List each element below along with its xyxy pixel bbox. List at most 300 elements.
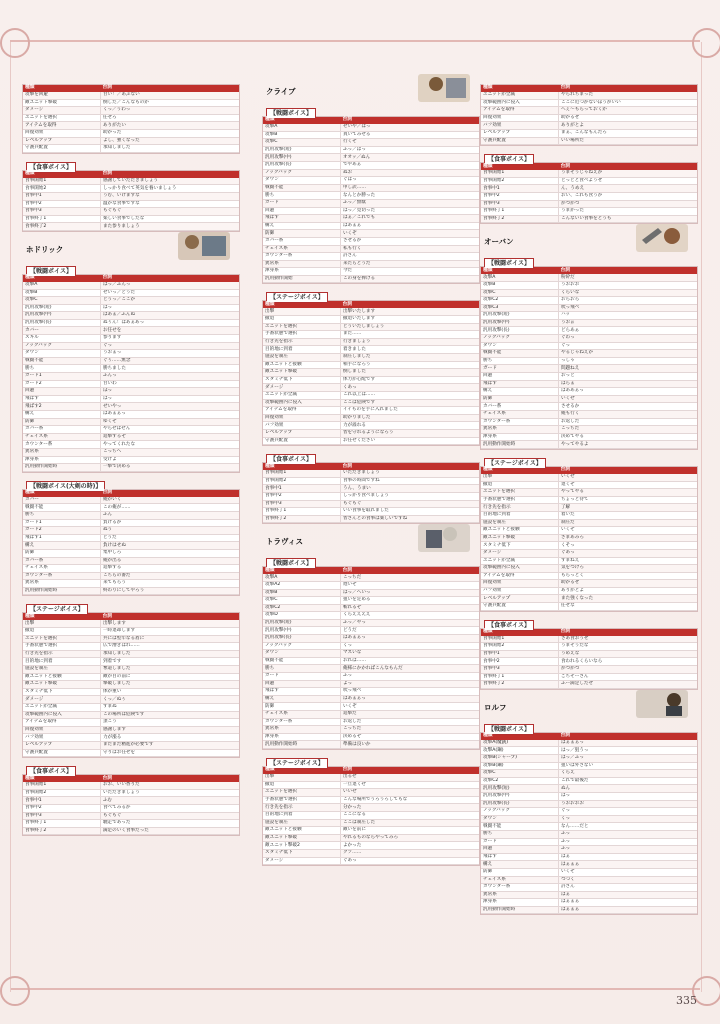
- table-row: [263, 177, 479, 185]
- voice-type-cell: 敵ユニットと接触: [263, 827, 340, 835]
- voice-line-cell: 決めるぞ: [340, 733, 479, 741]
- voice-line-cell: 一旦退くぜ: [340, 781, 479, 789]
- table-row: [481, 274, 697, 281]
- voice-type-cell: ガード: [263, 199, 340, 207]
- voice-line-cell: この場所は危険です: [100, 711, 239, 719]
- voice-type-cell: 攻撃B: [263, 589, 340, 597]
- voice-type-cell: 守護兵配置: [23, 749, 100, 757]
- table-row: [263, 819, 479, 827]
- voice-line-cell: 撃破しました: [100, 681, 239, 689]
- voice-line-cell: いくぜ: [558, 395, 697, 403]
- voice-line-cell: つづく: [558, 876, 697, 884]
- voice-type-cell: 異常系: [263, 726, 340, 734]
- voice-type-cell: 食事中1: [481, 650, 558, 658]
- voice-type-cell: 攻撃A: [481, 274, 558, 281]
- voice-line-cell: うめえな: [558, 650, 697, 658]
- table-row: [23, 433, 239, 441]
- table-row: [263, 429, 479, 437]
- voice-type-cell: 汎用攻撃(長): [263, 635, 340, 643]
- voice-line-cell: はっ: [100, 304, 239, 312]
- table-row: [263, 308, 479, 315]
- voice-line-cell: 承知しました: [100, 145, 239, 153]
- voice-line-cell: 制圧だ: [558, 519, 697, 527]
- table-row: [23, 403, 239, 411]
- voice-line-cell: うむ、いけますな: [100, 192, 239, 200]
- voice-line-cell: 行くぞ: [340, 139, 479, 147]
- table-row: [481, 281, 697, 289]
- voice-line-cell: 出撃します: [100, 620, 239, 627]
- voice-line-cell: ふっ／無駄: [340, 199, 479, 207]
- voice-type-cell: 汎用攻撃(長): [481, 800, 558, 808]
- table-row: [481, 192, 697, 200]
- table-row: [263, 422, 479, 430]
- table-row: [23, 572, 239, 580]
- voice-type-cell: 汎用攻撃(長): [481, 327, 558, 335]
- voice-line-cell: イイものを手に入れました: [340, 407, 479, 415]
- table-row: [481, 830, 697, 838]
- voice-line-cell: やってやる: [558, 489, 697, 497]
- voice-line-cell: やってくれたな: [100, 441, 239, 449]
- voice-type-cell: バフ効果: [23, 734, 100, 742]
- page-number: 335: [676, 994, 697, 1007]
- voice-line-cell: おい、これも食うか: [558, 192, 697, 200]
- voice-line-cell: 粉砕だ: [558, 274, 697, 281]
- voice-line-cell: くそっ: [558, 542, 697, 550]
- table-row: [23, 137, 239, 145]
- voice-type-cell: 食事開始1: [23, 782, 100, 789]
- voice-line-cell: 食事の時間ですね: [340, 477, 479, 485]
- voice-type-cell: 守護兵配置: [23, 145, 100, 153]
- voice-type-cell: 汎用攻撃(短): [481, 312, 558, 320]
- voice-line-cell: もぐもぐ: [340, 500, 479, 508]
- voice-type-cell: ユニットが全滅: [481, 557, 558, 565]
- table-row: [263, 437, 479, 445]
- table-row: [481, 426, 697, 434]
- table-row: [481, 489, 697, 497]
- voice-type-cell: 防御: [263, 230, 340, 238]
- voice-type-cell: 攻撃A: [263, 574, 340, 581]
- voice-type-cell: 守護兵配置: [481, 137, 558, 145]
- voice-line-cell: 問題ねえ: [558, 365, 697, 373]
- table-row: [481, 418, 697, 426]
- voice-line-cell: こっちだ: [558, 426, 697, 434]
- voice-line-cell: はっ: [100, 395, 239, 403]
- table: [263, 301, 479, 445]
- table-row: [23, 114, 239, 122]
- voice-line-cell: 一撃で決める: [100, 464, 239, 472]
- voice-type-cell: 撤退: [263, 316, 340, 324]
- table-row: [263, 688, 479, 696]
- voice-line-cell: とうっ／ここか: [100, 297, 239, 305]
- voice-type-cell: 渾身系: [23, 456, 100, 464]
- voice-line-cell: 感謝していただきましょう: [100, 178, 239, 185]
- voice-line-cell: おっと: [558, 373, 697, 381]
- voice-type-cell: 汎用攻撃(短): [23, 304, 100, 312]
- column-header-line: 台詞: [558, 467, 697, 474]
- character-portrait-icon: [416, 70, 472, 104]
- voice-line-cell: いただきましょう: [100, 789, 239, 797]
- voice-line-cell: くっ／うわっ: [100, 107, 239, 115]
- voice-line-cell: 許さん: [340, 253, 479, 261]
- voice-type-cell: 目的地に到着: [481, 511, 558, 519]
- table-row: [23, 650, 239, 658]
- character-name-oban: オーバン: [484, 234, 698, 250]
- voice-type-cell: 施設を制圧: [263, 354, 340, 362]
- voice-type-cell: 構え: [481, 861, 558, 869]
- table-row: [481, 587, 697, 595]
- voice-line-cell: 皆さんとの食事は楽しいですね: [340, 515, 479, 523]
- voice-type-cell: 回復効果: [23, 726, 100, 734]
- voice-line-cell: どらあぁ: [558, 327, 697, 335]
- table: [263, 567, 479, 749]
- voice-type-cell: 渾身系: [481, 433, 558, 441]
- voice-type-cell: 汎用攻撃(中): [481, 792, 558, 800]
- table-row: [481, 114, 697, 122]
- voice-line-cell: 食べてみるか: [100, 804, 239, 812]
- voice-type-cell: 行き先を指示: [23, 650, 100, 658]
- table-row: [481, 327, 697, 335]
- table-row: [263, 376, 479, 384]
- voice-line-cell: ありがとよ: [558, 587, 697, 595]
- table-row: [481, 99, 697, 107]
- table-row: [23, 185, 239, 193]
- voice-type-cell: 異常系: [481, 891, 558, 899]
- voice-line-cell: ふっ: [558, 830, 697, 838]
- table-row: [481, 572, 697, 580]
- table-row: [263, 169, 479, 177]
- column-2: [262, 84, 480, 869]
- table-row: [481, 297, 697, 305]
- table-row: [263, 492, 479, 500]
- voice-type-cell: 汎用動作開始: [263, 275, 340, 283]
- voice-type-cell: 出撃: [263, 774, 340, 781]
- table-row: [263, 275, 479, 283]
- table: [481, 267, 697, 449]
- voice-type-cell: チェイス系: [23, 433, 100, 441]
- column-header-line: 台詞: [100, 775, 239, 782]
- voice-line-cell: ぐはっ: [340, 177, 479, 185]
- voice-type-cell: ガード2: [23, 527, 100, 535]
- voice-line-cell: はっ／狙うっ: [558, 747, 697, 755]
- voice-line-cell: はぁ: [558, 891, 697, 899]
- column-header-type: 種類: [481, 85, 558, 92]
- table-row: [23, 350, 239, 358]
- voice-type-cell: 防御: [23, 549, 100, 557]
- table-row: [481, 770, 697, 778]
- voice-line-cell: 一時退却します: [100, 628, 239, 636]
- voice-line-cell: 食われるくらいなら: [558, 658, 697, 666]
- voice-line-cell: ぐあっ: [558, 549, 697, 557]
- voice-line-cell: ふっ: [558, 838, 697, 846]
- voice-line-cell: ふむ: [100, 797, 239, 805]
- table-row: [481, 823, 697, 831]
- table-row: [481, 441, 697, 449]
- voice-type-cell: 防御: [263, 703, 340, 711]
- table-row: [23, 357, 239, 365]
- voice-type-cell: ノックバック: [263, 642, 340, 650]
- voice-line-cell: 温かな食事ですな: [100, 200, 239, 208]
- voice-type-cell: 渾身系: [481, 899, 558, 907]
- voice-type-cell: ユニットを選択: [23, 635, 100, 643]
- voice-type-cell: ノックバック: [263, 169, 340, 177]
- table-row: [23, 789, 239, 797]
- voice-line-cell: 広で漕ぎはれ……: [100, 643, 239, 651]
- voice-type-cell: ノックバック: [481, 335, 558, 343]
- voice-type-cell: チェイス系: [481, 876, 558, 884]
- table-row: [263, 604, 479, 612]
- voice-type-cell: 攻撃A(鋼): [481, 747, 558, 755]
- table-row: [481, 846, 697, 854]
- table-row: [263, 215, 479, 223]
- table-row: [23, 726, 239, 734]
- table-row: [481, 481, 697, 489]
- table-row: [23, 504, 239, 512]
- voice-line-cell: 馳走であった: [100, 820, 239, 828]
- column-header-line: 台詞: [558, 267, 697, 274]
- table-row: [23, 511, 239, 519]
- section-header: 【戦闘ボイス】: [266, 108, 316, 119]
- section-header: 【戦闘ボイス(大剣の時)】: [26, 481, 105, 492]
- table-row: [23, 304, 239, 312]
- table-row: [481, 899, 697, 907]
- voice-type-cell: 勝ち: [263, 665, 340, 673]
- voice-type-cell: 行き先を指示: [263, 804, 340, 812]
- voice-type-cell: 撤退: [263, 781, 340, 789]
- voice-line-cell: はぁ／これでも: [340, 215, 479, 223]
- table-row: [263, 222, 479, 230]
- voice-type-cell: 攻撃B(シャープ): [481, 755, 558, 763]
- voice-line-cell: 出るぜ: [340, 774, 479, 781]
- voice-type-cell: 食事終了2: [263, 515, 340, 523]
- voice-type-cell: 攻撃B: [263, 131, 340, 139]
- voice-line-cell: 助かるぜ: [558, 114, 697, 122]
- voice-line-cell: マズいな: [340, 650, 479, 658]
- voice-line-cell: ぐあっ: [340, 857, 479, 865]
- voice-type-cell: 敵ユニット撃破: [481, 534, 558, 542]
- voice-type-cell: 食事終了1: [263, 508, 340, 516]
- table-row: [481, 474, 697, 481]
- voice-type-cell: 施設を制圧: [263, 819, 340, 827]
- section-header: 【ステージボイス】: [266, 292, 328, 303]
- voice-line-cell: 奪還しました: [100, 666, 239, 674]
- voice-type-cell: 食事中1: [23, 797, 100, 805]
- voice-type-cell: 回避: [481, 846, 558, 854]
- table-row: [263, 361, 479, 369]
- voice-line-cell: へぇ～もらっておくか: [558, 107, 697, 115]
- table-row: [263, 718, 479, 726]
- voice-type-cell: 施設を制圧: [23, 666, 100, 674]
- table-row: [263, 500, 479, 508]
- voice-type-cell: 食事終了1: [481, 673, 558, 681]
- table-row: [23, 696, 239, 704]
- voice-type-cell: 敵ユニットと接触: [263, 361, 340, 369]
- voice-type-cell: 敵ユニット撃破: [263, 369, 340, 377]
- voice-line-cell: ぬう: [100, 527, 239, 535]
- voice-line-cell: よし、強くなった: [100, 137, 239, 145]
- voice-line-cell: ありがたい: [100, 122, 239, 130]
- voice-type-cell: 食事終了1: [23, 215, 100, 223]
- table-row: [263, 470, 479, 477]
- voice-type-cell: ガード1: [23, 373, 100, 381]
- column-header-type: 種類: [23, 275, 100, 282]
- column-header-line: 台詞: [100, 85, 239, 92]
- table-row: [263, 131, 479, 139]
- voice-line-cell: 俺様にかかればこんなもんだ: [340, 665, 479, 673]
- voice-type-cell: 回避: [481, 373, 558, 381]
- voice-type-cell: 構え: [263, 222, 340, 230]
- section-header: 【ステージボイス】: [484, 458, 546, 469]
- voice-line-cell: はあぁぁっ: [340, 635, 479, 643]
- table-row: [263, 192, 479, 200]
- voice-line-cell: ごちそーさん: [558, 673, 697, 681]
- voice-type-cell: 食事中3: [23, 208, 100, 216]
- section-header: 【食事ボイス】: [266, 454, 316, 465]
- character-name-clive: クライブ: [266, 84, 480, 100]
- table: [23, 775, 239, 835]
- voice-type-cell: スタミナ低下: [481, 542, 558, 550]
- voice-type-cell: 目的地に到着: [263, 811, 340, 819]
- voice-line-cell: ふっ／はっ: [340, 146, 479, 154]
- voice-line-cell: とっとと食べようぜ: [558, 177, 697, 185]
- table-row: [23, 620, 239, 627]
- voice-line-cell: 狙いは外さない: [558, 762, 697, 770]
- voice-line-cell: 吹っ飛べ: [340, 688, 479, 696]
- table-row: [23, 411, 239, 419]
- voice-line-cell: いただきましょう: [340, 470, 479, 477]
- table-row: [263, 154, 479, 162]
- voice-line-cell: 着いた: [558, 511, 697, 519]
- column-header-type: 種類: [263, 767, 340, 774]
- table-row: [263, 642, 479, 650]
- voice-line-cell: しっかり食べましょう: [340, 492, 479, 500]
- table-row: [23, 327, 239, 335]
- voice-type-cell: 攻撃C3: [481, 304, 558, 312]
- voice-line-cell: これで最後だ: [558, 777, 697, 785]
- corner-ornament-icon: [0, 976, 30, 1006]
- voice-type-cell: 出撃: [23, 620, 100, 627]
- voice-line-cell: すまぬ: [100, 704, 239, 712]
- column-header-line: 台詞: [340, 567, 479, 574]
- voice-line-cell: はあぁぁっ: [340, 695, 479, 703]
- voice-line-cell: ちょっと待て: [558, 496, 697, 504]
- voice-line-cell: さあ食おうぜ: [558, 636, 697, 643]
- voice-type-cell: 戦闘不能: [23, 357, 100, 365]
- voice-type-cell: 敵ユニットと接触: [481, 527, 558, 535]
- voice-line-cell: 決めてやる: [558, 433, 697, 441]
- table: [263, 767, 479, 865]
- character-name-hodrick: ホドリック: [26, 242, 240, 258]
- voice-line-cell: うおおおお: [558, 800, 697, 808]
- voice-type-cell: 汎用動作開始時: [23, 464, 100, 472]
- voice-type-cell: 守護兵配置: [481, 603, 558, 611]
- voice-line-cell: うおおお: [558, 281, 697, 289]
- voice-line-cell: 守りはお任せを: [100, 749, 239, 757]
- voice-type-cell: 出撃: [481, 474, 558, 481]
- table-row: [23, 587, 239, 595]
- character-portrait-icon: [176, 228, 232, 262]
- voice-line-cell: ぬぅん！はあぁあっ: [100, 319, 239, 327]
- voice-line-cell: まだ……: [340, 331, 479, 339]
- voice-line-cell: こちらの番だ: [100, 572, 239, 580]
- voice-type-cell: ユニットが全滅: [23, 704, 100, 712]
- column-header-line: 台詞: [100, 275, 239, 282]
- table: [23, 275, 239, 472]
- column-header-line: 台詞: [340, 463, 479, 470]
- voice-line-cell: 追撃するぞ: [100, 433, 239, 441]
- table-row: [23, 719, 239, 727]
- table-row: [263, 323, 479, 331]
- voice-line-cell: させるか: [558, 403, 697, 411]
- table-row: [481, 177, 697, 185]
- table-row: [481, 549, 697, 557]
- table-row: [481, 868, 697, 876]
- voice-type-cell: 攻撃範囲内に侵入: [481, 99, 558, 107]
- voice-line-cell: いくぞ: [340, 703, 479, 711]
- voice-type-cell: 攻撃D: [263, 612, 340, 620]
- voice-type-cell: 攻撃範囲内に侵入: [481, 565, 558, 573]
- voice-type-cell: 攻撃B(鋼): [481, 762, 558, 770]
- voice-type-cell: 食事開始1: [23, 178, 100, 185]
- table-row: [263, 369, 479, 377]
- voice-type-cell: 攻撃C2: [481, 777, 558, 785]
- voice-type-cell: カウンター系: [481, 884, 558, 892]
- section-header: 【戦闘ボイス】: [266, 558, 316, 569]
- voice-type-cell: ダウン: [481, 342, 558, 350]
- table-row: [23, 534, 239, 542]
- voice-line-cell: どういたしましょう: [340, 323, 479, 331]
- voice-line-cell: させるか: [340, 237, 479, 245]
- voice-type-cell: 回復効果: [481, 114, 558, 122]
- voice-line-cell: 貫いてみせる: [340, 131, 479, 139]
- voice-type-cell: 異常系: [481, 426, 558, 434]
- voice-line-cell: うん、うまい: [340, 485, 479, 493]
- voice-type-cell: 汎用攻撃(中): [23, 312, 100, 320]
- voice-type-cell: スタミナ低下: [263, 849, 340, 857]
- table-row: [481, 542, 697, 550]
- voice-line-cell: せいやっ: [100, 403, 239, 411]
- table-row: [23, 99, 239, 107]
- table-row: [263, 316, 479, 324]
- table-row: [23, 827, 239, 835]
- table-row: [263, 804, 479, 812]
- table: [263, 117, 479, 283]
- table-row: [481, 792, 697, 800]
- table-row: [481, 395, 697, 403]
- voice-type-cell: 行き先を指示: [481, 504, 558, 512]
- voice-type-cell: 勝ち: [481, 830, 558, 838]
- voice-type-cell: カウンター系: [263, 718, 340, 726]
- voice-line-cell: お任せを: [100, 327, 239, 335]
- voice-type-cell: ダメージ: [23, 107, 100, 115]
- table-row: [263, 260, 479, 268]
- voice-line-cell: おお、いい香りだ: [100, 782, 239, 789]
- table-row: [23, 365, 239, 373]
- table-row: [263, 477, 479, 485]
- voice-line-cell: 追撃だ: [340, 711, 479, 719]
- voice-type-cell: 汎用攻撃(短): [263, 146, 340, 154]
- table-row: [481, 519, 697, 527]
- table: [263, 463, 479, 523]
- voice-line-cell: 倒した／こんなものか: [100, 99, 239, 107]
- table-row: [263, 612, 479, 620]
- voice-type-cell: 飛ばす: [263, 688, 340, 696]
- table-row: [23, 557, 239, 565]
- table-row: [23, 519, 239, 527]
- table-row: [23, 282, 239, 289]
- voice-line-cell: 俺も行く: [558, 411, 697, 419]
- voice-type-cell: ユニットが全滅: [263, 392, 340, 400]
- voice-type-cell: ガード: [481, 365, 558, 373]
